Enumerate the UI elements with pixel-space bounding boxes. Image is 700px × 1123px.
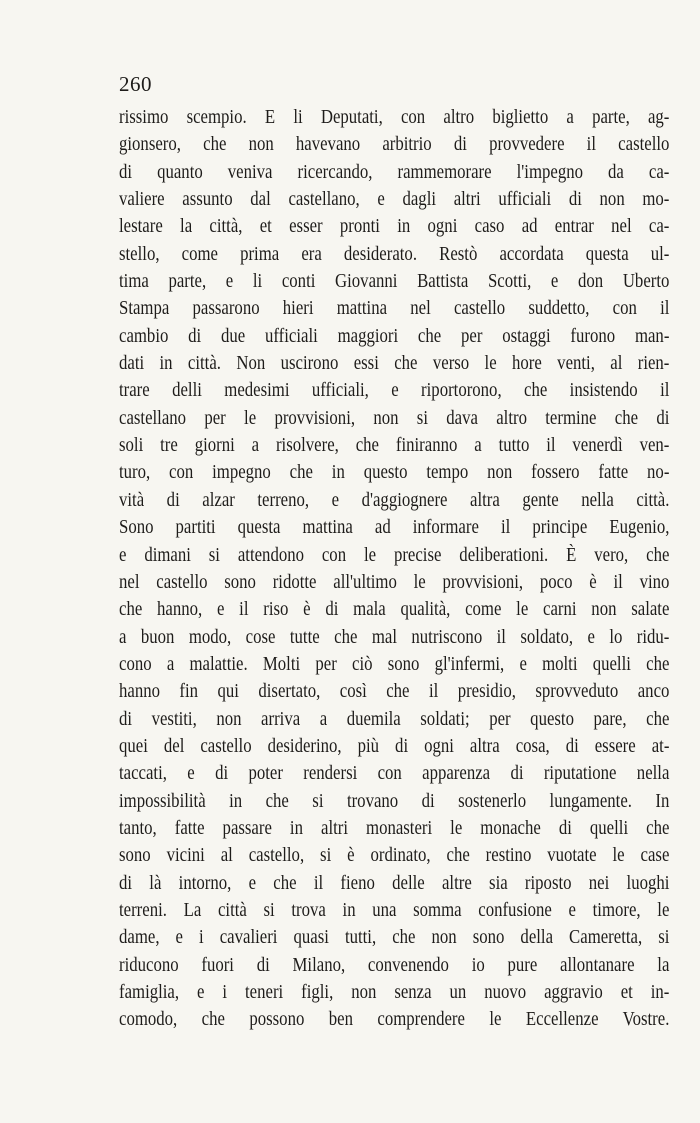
text-line: Stampa passarono hieri mattina nel castello suddetto, con il — [119, 298, 670, 320]
text-line: castellano per le provvisioni, non si dava altro termine che di — [119, 407, 670, 429]
text-line: di vestiti, non arriva a duemila soldati; per questo pare, che — [119, 708, 670, 730]
text-line: tima parte, e li conti Giovanni Battista Scotti, e don Uberto — [119, 271, 670, 293]
text-line: e dimani si attendono con le precise deliberationi. È vero, che — [119, 544, 670, 566]
text-line: impossibilità in che si trovano di sostenerlo lungamente. In — [119, 790, 670, 812]
text-line: hanno fin qui disertato, così che il presidio, sprovveduto anco — [119, 681, 670, 703]
text-line: stello, come prima era desiderato. Restò accordata questa ul- — [119, 243, 670, 265]
text-line: trare delli medesimi ufficiali, e riportorono, che insistendo il — [119, 380, 670, 402]
text-line: famiglia, e i teneri figli, non senza un nuovo aggravio et in- — [119, 982, 670, 1003]
body-text — [119, 104, 669, 1034]
text-line: nel castello sono ridotte all'ultimo le provvisioni, poco è il vino — [119, 571, 670, 593]
text-line: soli tre giorni a risolvere, che finiranno a tutto il venerdì ven- — [119, 435, 670, 457]
text-line: dati in città. Non uscirono essi che verso le hore venti, al rien- — [119, 353, 670, 375]
text-line: cono a malattie. Molti per ciò sono gl'infermi, e molti quelli che — [119, 653, 670, 675]
text-line: di quanto veniva ricercando, rammemorare l'impegno da ca- — [119, 161, 670, 183]
text-line: valiere assunto dal castellano, e dagli altri ufficiali di non mo- — [119, 189, 670, 211]
text-line: rissimo scempio. E li Deputati, con altro biglietto a parte, ag- — [119, 107, 670, 128]
text-line: di là intorno, e che il fieno delle altre sia riposto nei luoghi — [119, 872, 670, 894]
text-line: sono vicini al castello, si è ordinato, che restino vuotate le case — [119, 845, 670, 867]
text-line: taccati, e di poter rendersi con apparenza di riputatione nella — [119, 763, 670, 785]
text-line: dame, e i cavalieri quasi tutti, che non sono della Cameretta, si — [119, 927, 670, 949]
text-line: cambio di due ufficiali maggiori che per ostaggi furono man- — [119, 325, 670, 347]
text-line: riducono fuori di Milano, convenendo io pure allontanare la — [119, 954, 670, 976]
text-line: che hanno, e il riso è di mala qualità, come le carni non salate — [119, 599, 670, 621]
text-line: turo, con impegno che in questo tempo non fossero fatte no- — [119, 462, 670, 484]
text-line: lestare la città, et esser pronti in ogni caso ad entrar nel ca- — [119, 216, 670, 238]
text-line: terreni. La città si trova in una somma confusione e timore, le — [119, 899, 670, 921]
text-line: a buon modo, cose tutte che mal nutriscono il soldato, e lo ridu- — [119, 626, 670, 648]
text-line: tanto, fatte passare in altri monasteri le monache di quelli che — [119, 817, 670, 839]
page-number: 260 — [119, 72, 152, 96]
text-line: comodo, che possono ben comprendere le Eccellenze Vostre. — [119, 1009, 670, 1031]
text-line: Sono partiti questa mattina ad informare il principe Eugenio, — [119, 517, 670, 539]
text-line: vità di alzar terreno, e d'aggiognere altra gente nella città. — [119, 489, 670, 511]
text-line: gionsero, che non havevano arbitrio di provvedere il castello — [119, 134, 670, 156]
text-line: quei del castello desiderino, più di ogni altra cosa, di essere at- — [119, 735, 670, 757]
